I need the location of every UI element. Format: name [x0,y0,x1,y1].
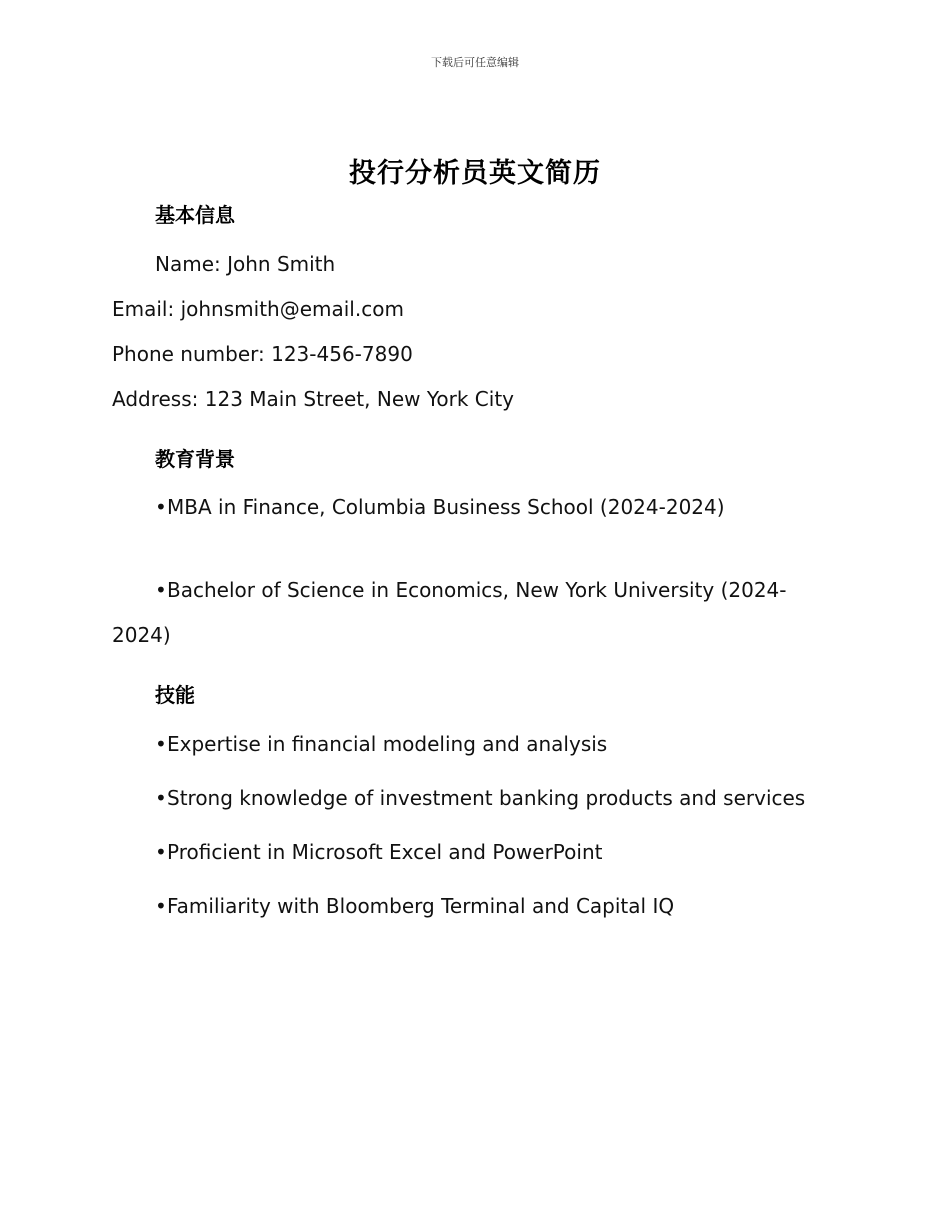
education-item [155,578,787,602]
section-heading-basic-info: 基本信息 [155,203,235,227]
section-heading-skills: 技能 [155,683,195,707]
bullet-icon: • [155,495,167,519]
name-line: Name: John Smith [155,252,336,276]
education-item [155,495,725,519]
bullet-icon: • [155,578,167,602]
bullet-icon: • [155,840,167,864]
address-line: Address: 123 Main Street, New York City [112,387,515,411]
skill-item [155,786,805,810]
skill-item-text: Strong knowledge of investment banking products and services [167,786,806,810]
phone-line: Phone number: 123-456-7890 [112,342,413,366]
skill-item [155,732,607,756]
skill-item [155,894,674,918]
education-item-continuation: 2024) [112,623,171,647]
page-header-note: 下载后可任意编辑 [431,56,519,69]
bullet-icon: • [155,894,167,918]
section-heading-education: 教育背景 [155,447,235,471]
skill-item-text: Proficient in Microsoft Excel and PowerPoint [167,840,603,864]
skill-item-text: Familiarity with Bloomberg Terminal and Capital IQ [167,894,675,918]
skill-item-text: Expertise in financial modeling and analysis [167,732,608,756]
education-item-text: MBA in Finance, Columbia Business School (2024-2024) [167,495,725,519]
education-item-text: Bachelor of Science in Economics, New York University (2024- [167,578,787,602]
bullet-icon: • [155,732,167,756]
skill-item [155,840,602,864]
bullet-icon: • [155,786,167,810]
document-title: 投行分析员英文简历 [349,158,601,189]
email-line: Email: johnsmith@email.com [112,297,404,321]
